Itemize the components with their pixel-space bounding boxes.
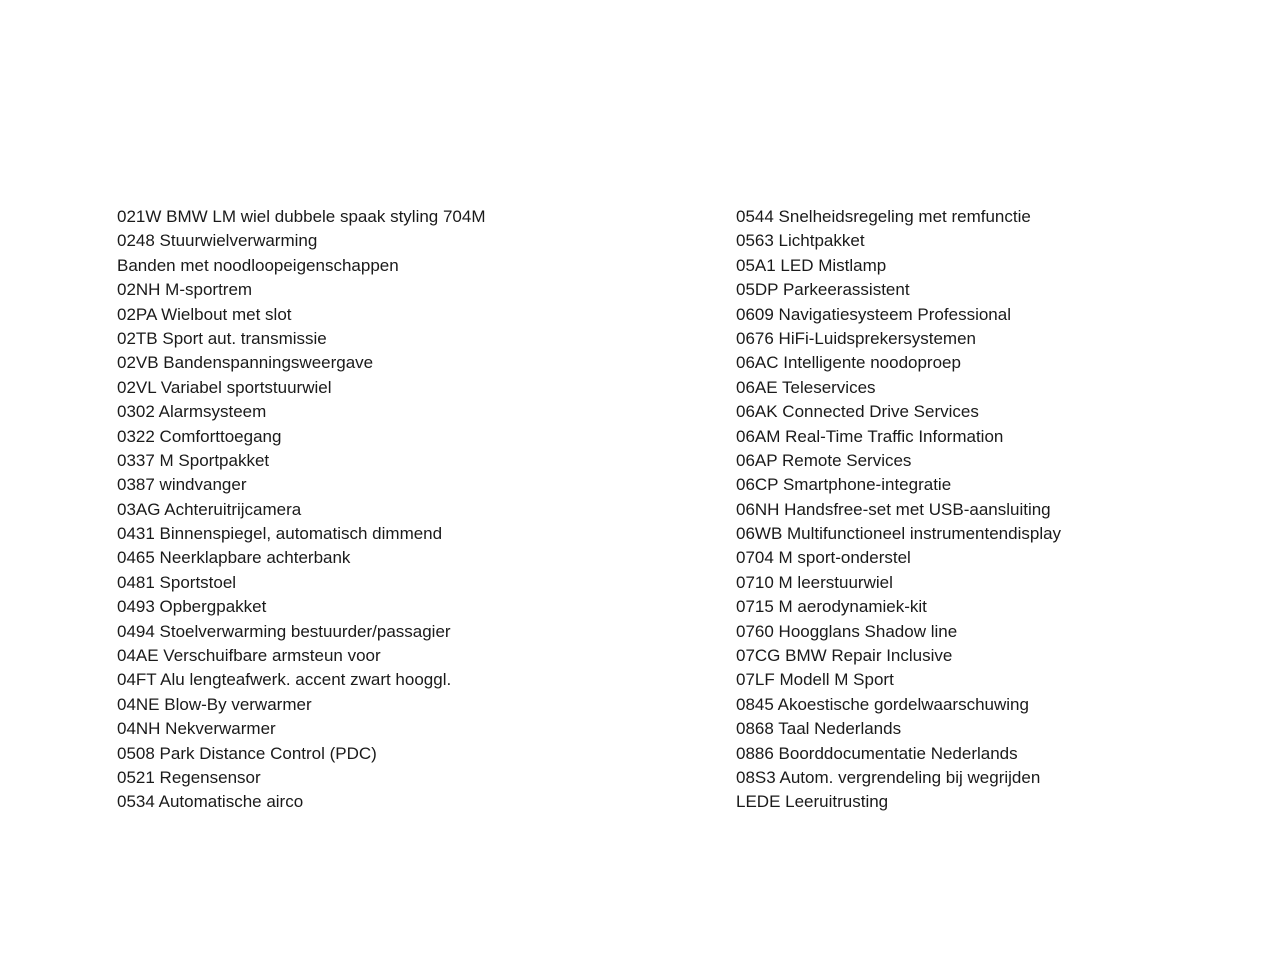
- option-item: 0534 Automatische airco: [117, 792, 304, 812]
- option-item: 04NH Nekverwarmer: [117, 719, 276, 739]
- option-item: 04NE Blow-By verwarmer: [117, 694, 312, 714]
- option-item: 06CP Smartphone-integratie: [736, 475, 952, 495]
- option-item: 0302 Alarmsysteem: [117, 402, 267, 422]
- option-item: 05A1 LED Mistlamp: [736, 255, 887, 275]
- option-item: 0431 Binnenspiegel, automatisch dimmend: [117, 524, 443, 544]
- option-item: 0704 M sport-onderstel: [736, 548, 911, 568]
- option-item: 07LF Modell M Sport: [736, 670, 894, 690]
- option-item: 06AE Teleservices: [736, 377, 876, 397]
- option-item: 0544 Snelheidsregeling met remfunctie: [736, 207, 1031, 226]
- option-item: 06WB Multifunctioneel instrumentendisplay: [736, 524, 1062, 544]
- option-item: 0845 Akoestische gordelwaarschuwing: [736, 694, 1029, 714]
- option-item: 0508 Park Distance Control (PDC): [117, 743, 377, 763]
- option-item: 02PA Wielbout met slot: [117, 304, 292, 324]
- option-item: 02VL Variabel sportstuurwiel: [117, 377, 332, 397]
- option-item: 04AE Verschuifbare armsteun voor: [117, 646, 381, 666]
- option-item: 05DP Parkeerassistent: [736, 280, 910, 300]
- options-list-left: [117, 205, 677, 815]
- option-item: 0465 Neerklapbare achterbank: [117, 548, 351, 568]
- option-item: 0493 Opbergpakket: [117, 597, 267, 617]
- option-item: 04FT Alu lengteafwerk. accent zwart hooggl.: [117, 670, 452, 690]
- option-item: 0715 M aerodynamiek-kit: [736, 597, 927, 617]
- option-item: 0494 Stoelverwarming bestuurder/passagier: [117, 621, 451, 641]
- option-item: 0609 Navigatiesysteem Professional: [736, 304, 1011, 324]
- option-item: 0521 Regensensor: [117, 767, 261, 787]
- option-item: 0337 M Sportpakket: [117, 450, 270, 470]
- option-item: 0676 HiFi-Luidsprekersystemen: [736, 328, 976, 348]
- option-item: 02TB Sport aut. transmissie: [117, 328, 327, 348]
- option-item: 02VB Bandenspanningsweergave: [117, 353, 374, 373]
- option-item: LEDE Leeruitrusting: [736, 792, 889, 812]
- option-item: 0710 M leerstuurwiel: [736, 572, 893, 592]
- option-item: 02NH M-sportrem: [117, 280, 253, 300]
- option-item: 06AM Real-Time Traffic Information: [736, 426, 1004, 446]
- option-item: 0868 Taal Nederlands: [736, 719, 902, 739]
- option-item: 0322 Comforttoegang: [117, 426, 282, 446]
- option-item: 0387 windvanger: [117, 475, 247, 495]
- option-item: 06NH Handsfree-set met USB-aansluiting: [736, 499, 1051, 519]
- option-item: 0760 Hoogglans Shadow line: [736, 621, 958, 641]
- option-item: 06AK Connected Drive Services: [736, 402, 979, 422]
- option-item: 0563 Lichtpakket: [736, 231, 865, 251]
- options-list-right: [736, 205, 1256, 815]
- option-item: 06AP Remote Services: [736, 450, 912, 470]
- option-item: 021W BMW LM wiel dubbele spaak styling 704M: [117, 207, 486, 226]
- option-item: 0886 Boorddocumentatie Nederlands: [736, 743, 1018, 763]
- option-item: 0248 Stuurwielverwarming: [117, 231, 318, 251]
- option-item: Banden met noodloopeigenschappen: [117, 255, 399, 275]
- option-item: 06AC Intelligente noodoproep: [736, 353, 961, 373]
- option-item: 08S3 Autom. vergrendeling bij wegrijden: [736, 767, 1041, 787]
- option-item: 03AG Achteruitrijcamera: [117, 499, 302, 519]
- option-item: 0481 Sportstoel: [117, 572, 237, 592]
- option-item: 07CG BMW Repair Inclusive: [736, 646, 953, 666]
